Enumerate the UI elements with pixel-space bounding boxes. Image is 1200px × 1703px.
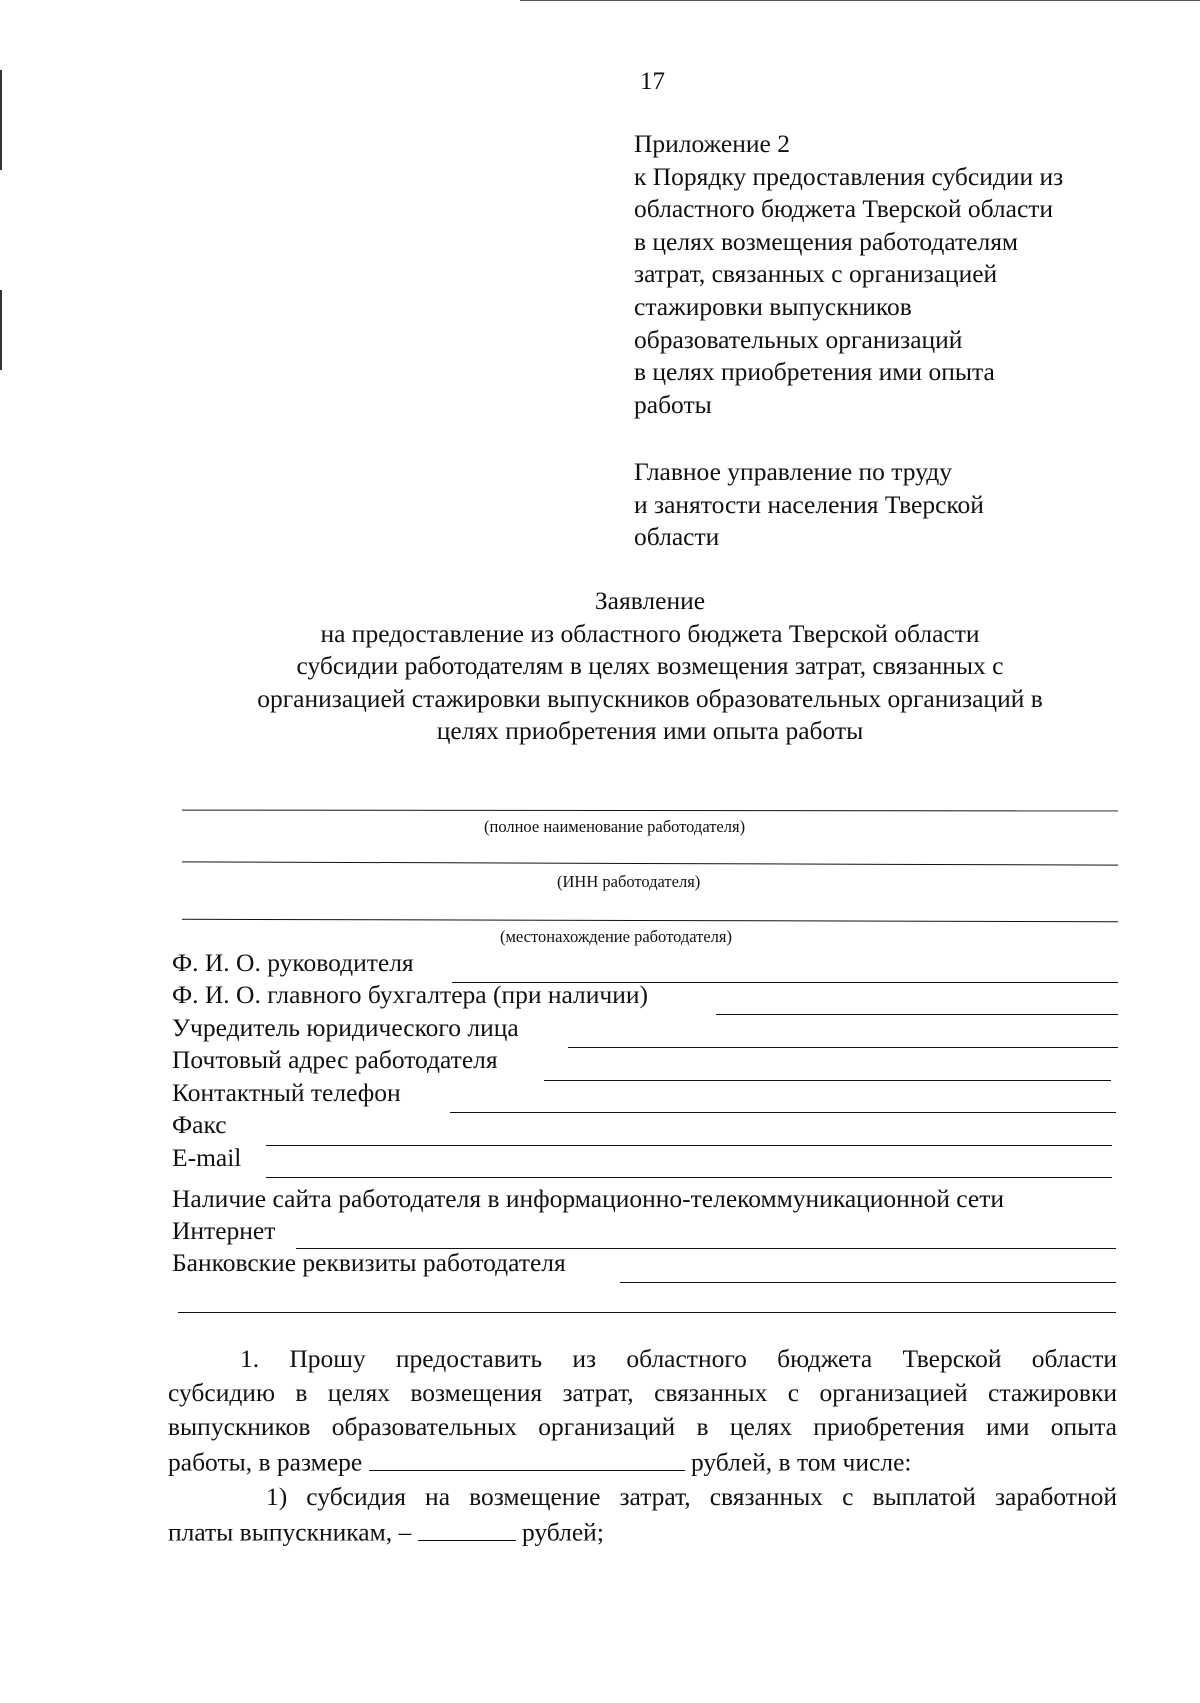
paragraph-1-line: 1. Прошу предоставить из областного бюджета Тверской области — [240, 1344, 1117, 1373]
annex-line: работы — [634, 389, 712, 419]
title-line: субсидии работодателям в целях возмещения затрат, связанных с — [296, 651, 1004, 681]
website-label: Наличие сайта работодателя в информационно-телекоммуникационной сети — [172, 1184, 1004, 1213]
scan-left-edge — [0, 290, 2, 370]
scan-left-edge — [0, 70, 2, 170]
full-name-caption: (полное наименование работодателя) — [484, 817, 746, 836]
postal-address-label: Почтовый адрес работодателя — [172, 1045, 498, 1074]
annex-line: затрат, связанных с организацией — [634, 259, 998, 289]
bank-details-field-extra[interactable] — [178, 1312, 1116, 1313]
annex-line: к Порядку предоставления субсидии из — [634, 161, 1064, 191]
scan-top-edge — [520, 0, 1200, 1]
fax-field[interactable] — [266, 1145, 1112, 1146]
paragraph-1-line: субсидию в целях возмещения затрат, связанных с организацией стажировки — [168, 1378, 1117, 1407]
item-1-amount-line — [168, 1514, 1117, 1550]
addressee-line: области — [634, 522, 720, 552]
bank-details-label: Банковские реквизиты работодателя — [172, 1248, 566, 1277]
annex-line: стажировки выпускников — [634, 291, 912, 321]
item-1-suffix: рублей; — [521, 1517, 604, 1547]
founder-label: Учредитель юридического лица — [172, 1013, 519, 1042]
location-line[interactable] — [182, 919, 1118, 922]
title-line: целях приобретения ими опыта работы — [436, 716, 864, 746]
website-label-cont: Интернет — [172, 1216, 276, 1245]
title-line: на предоставление из областного бюджета Тверской области — [320, 618, 980, 648]
location-caption: (местонахождение работодателя) — [500, 927, 732, 946]
page-number: 17 — [640, 68, 665, 95]
item-1-prefix: платы выпускникам, – — [168, 1517, 412, 1547]
fax-label: Факс — [172, 1110, 227, 1139]
phone-field[interactable] — [450, 1112, 1116, 1113]
annex-header — [634, 128, 1063, 421]
email-field[interactable] — [266, 1177, 1112, 1178]
inn-caption: (ИНН работодателя) — [557, 872, 701, 891]
total-amount-field[interactable] — [369, 1444, 685, 1471]
annex-line: Приложение 2 — [634, 129, 790, 158]
postal-address-field[interactable] — [544, 1080, 1111, 1081]
addressee-line: Главное управление по труду — [634, 457, 953, 486]
item-1-line: 1) субсидия на возмещение затрат, связанных с выплатой заработной — [266, 1482, 1117, 1511]
annex-line: в целях приобретения ими опыта — [634, 357, 995, 387]
full-name-line[interactable] — [182, 810, 1118, 812]
email-label: E-mail — [172, 1143, 242, 1172]
addressee-line: и занятости населения Тверской — [634, 489, 984, 519]
paragraph-1-line: выпускников образовательных организаций в целях приобретения ими опыта — [168, 1412, 1117, 1441]
addressee — [634, 456, 984, 554]
title-line: организацией стажировки выпускников образовательных организаций в — [257, 683, 1043, 713]
salary-amount-field[interactable] — [418, 1514, 516, 1541]
title-heading: Заявление — [594, 586, 706, 615]
annex-line: образовательных организаций — [634, 324, 963, 354]
inn-line[interactable] — [182, 861, 1118, 865]
paragraph-1-amount-line — [168, 1444, 1117, 1480]
annex-line: в целях возмещения работодателям — [634, 226, 1019, 256]
document-title — [0, 585, 1200, 748]
director-label: Ф. И. О. руководителя — [172, 948, 414, 977]
amount-prefix: работы, в размере — [168, 1447, 363, 1477]
chief-accountant-field[interactable] — [716, 1014, 1118, 1015]
phone-label: Контактный телефон — [172, 1078, 401, 1107]
founder-field[interactable] — [568, 1047, 1118, 1048]
chief-accountant-label: Ф. И. О. главного бухгалтера (при наличии) — [172, 980, 649, 1009]
amount-suffix: рублей, в том числе: — [690, 1447, 912, 1477]
item-1 — [168, 1480, 1117, 1550]
paragraph-1 — [168, 1342, 1117, 1480]
bank-details-field[interactable] — [620, 1282, 1116, 1283]
annex-line: областного бюджета Тверской области — [634, 194, 1054, 224]
